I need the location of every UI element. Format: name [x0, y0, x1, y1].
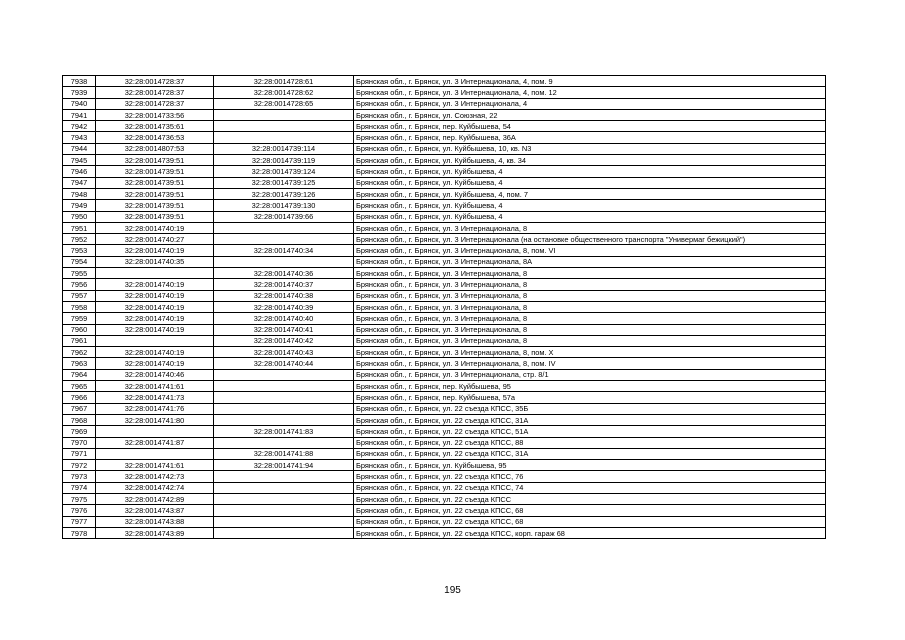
table-row: [63, 369, 826, 380]
row-number-cell: 7964: [63, 369, 96, 380]
table-row: [63, 482, 826, 493]
cadastral-number-cell: 32:28:0014740:19: [96, 245, 214, 256]
address-cell: Брянская обл., г. Брянск, ул. Куйбышева, 4: [354, 166, 826, 177]
object-number-cell: 32:28:0014740:36: [214, 268, 354, 279]
row-number-cell: 7941: [63, 109, 96, 120]
object-number-cell: [214, 256, 354, 267]
address-cell: Брянская обл., г. Брянск, ул. 22 съезда КПСС, 88: [354, 437, 826, 448]
cadastral-number-cell: 32:28:0014742:73: [96, 471, 214, 482]
table-row: [63, 234, 826, 245]
address-cell: Брянская обл., г. Брянск, ул. 3 Интернационала, 8: [354, 313, 826, 324]
cadastral-number-cell: 32:28:0014740:19: [96, 290, 214, 301]
row-number-cell: 7942: [63, 121, 96, 132]
row-number-cell: 7960: [63, 324, 96, 335]
address-cell: Брянская обл., г. Брянск, ул. Куйбышева, 4: [354, 177, 826, 188]
object-number-cell: 32:28:0014740:41: [214, 324, 354, 335]
table-row: [63, 132, 826, 143]
table-row: [63, 437, 826, 448]
object-number-cell: [214, 482, 354, 493]
object-number-cell: 32:28:0014740:42: [214, 335, 354, 346]
address-cell: Брянская обл., г. Брянск, ул. 3 Интернационала, 4, пом. 9: [354, 76, 826, 87]
table-row: [63, 414, 826, 425]
table-row: [63, 268, 826, 279]
object-number-cell: [214, 505, 354, 516]
object-number-cell: [214, 471, 354, 482]
address-cell: Брянская обл., г. Брянск, ул. 3 Интернационала, 8: [354, 324, 826, 335]
table-row: [63, 211, 826, 222]
table-row: [63, 505, 826, 516]
cadastral-number-cell: [96, 268, 214, 279]
table-row: [63, 121, 826, 132]
object-number-cell: [214, 437, 354, 448]
row-number-cell: 7967: [63, 403, 96, 414]
object-number-cell: [214, 381, 354, 392]
row-number-cell: 7939: [63, 87, 96, 98]
cadastral-number-cell: 32:28:0014741:80: [96, 414, 214, 425]
address-cell: Брянская обл., г. Брянск, ул. 22 съезда КПСС: [354, 493, 826, 504]
table-row: [63, 358, 826, 369]
row-number-cell: 7957: [63, 290, 96, 301]
address-cell: Брянская обл., г. Брянск, ул. 3 Интернационала, 8: [354, 279, 826, 290]
address-cell: Брянская обл., г. Брянск, ул. 3 Интернационала, 8: [354, 290, 826, 301]
cadastral-number-cell: 32:28:0014735:61: [96, 121, 214, 132]
cadastral-number-cell: 32:28:0014740:19: [96, 358, 214, 369]
address-cell: Брянская обл., г. Брянск, пер. Куйбышева, 36А: [354, 132, 826, 143]
row-number-cell: 7949: [63, 200, 96, 211]
row-number-cell: 7966: [63, 392, 96, 403]
row-number-cell: 7977: [63, 516, 96, 527]
table-row: [63, 109, 826, 120]
address-cell: Брянская обл., г. Брянск, ул. 3 Интернационала, 4, пом. 12: [354, 87, 826, 98]
address-cell: Брянская обл., г. Брянск, ул. Союзная, 22: [354, 109, 826, 120]
row-number-cell: 7955: [63, 268, 96, 279]
cadastral-number-cell: 32:28:0014739:51: [96, 177, 214, 188]
table-row: [63, 460, 826, 471]
object-number-cell: 32:28:0014741:94: [214, 460, 354, 471]
object-number-cell: [214, 121, 354, 132]
cadastral-number-cell: 32:28:0014742:74: [96, 482, 214, 493]
address-cell: Брянская обл., г. Брянск, пер. Куйбышева, 54: [354, 121, 826, 132]
address-cell: Брянская обл., г. Брянск, ул. 3 Интернационала, 8: [354, 268, 826, 279]
table-row: [63, 324, 826, 335]
address-cell: Брянская обл., г. Брянск, ул. 22 съезда КПСС, 76: [354, 471, 826, 482]
row-number-cell: 7954: [63, 256, 96, 267]
cadastral-number-cell: 32:28:0014739:51: [96, 211, 214, 222]
cadastral-number-cell: 32:28:0014740:19: [96, 301, 214, 312]
cadastral-number-cell: 32:28:0014733:56: [96, 109, 214, 120]
table-row: [63, 516, 826, 527]
cadastral-number-cell: 32:28:0014740:27: [96, 234, 214, 245]
object-number-cell: [214, 403, 354, 414]
address-cell: Брянская обл., г. Брянск, ул. Куйбышева, 4: [354, 211, 826, 222]
table-row: [63, 98, 826, 109]
table-row: [63, 155, 826, 166]
table-row: [63, 313, 826, 324]
cadastral-number-cell: 32:28:0014740:46: [96, 369, 214, 380]
table-row: [63, 290, 826, 301]
table-row: [63, 76, 826, 87]
table-row: [63, 222, 826, 233]
cadastral-number-cell: 32:28:0014743:89: [96, 527, 214, 538]
table-row: [63, 279, 826, 290]
cadastral-number-cell: 32:28:0014741:76: [96, 403, 214, 414]
cadastral-number-cell: 32:28:0014743:88: [96, 516, 214, 527]
row-number-cell: 7943: [63, 132, 96, 143]
registry-table-body: [63, 76, 826, 539]
address-cell: Брянская обл., г. Брянск, ул. 22 съезда КПСС, 31А: [354, 448, 826, 459]
row-number-cell: 7946: [63, 166, 96, 177]
row-number-cell: 7956: [63, 279, 96, 290]
object-number-cell: [214, 527, 354, 538]
row-number-cell: 7958: [63, 301, 96, 312]
cadastral-number-cell: 32:28:0014741:61: [96, 381, 214, 392]
address-cell: Брянская обл., г. Брянск, ул. Куйбышева, 10, кв. N3: [354, 143, 826, 154]
table-row: [63, 493, 826, 504]
object-number-cell: 32:28:0014739:119: [214, 155, 354, 166]
cadastral-number-cell: 32:28:0014736:53: [96, 132, 214, 143]
table-row: [63, 177, 826, 188]
table-row: [63, 426, 826, 437]
table-row: [63, 166, 826, 177]
object-number-cell: 32:28:0014741:83: [214, 426, 354, 437]
table-row: [63, 87, 826, 98]
object-number-cell: 32:28:0014740:43: [214, 347, 354, 358]
cadastral-number-cell: 32:28:0014807:53: [96, 143, 214, 154]
address-cell: Брянская обл., г. Брянск, ул. Куйбышева, 4, пом. 7: [354, 188, 826, 199]
row-number-cell: 7965: [63, 381, 96, 392]
cadastral-number-cell: 32:28:0014740:19: [96, 279, 214, 290]
address-cell: Брянская обл., г. Брянск, ул. 22 съезда КПСС, 31А: [354, 414, 826, 425]
page-number: 195: [444, 585, 461, 596]
row-number-cell: 7970: [63, 437, 96, 448]
cadastral-number-cell: 32:28:0014741:87: [96, 437, 214, 448]
cadastral-number-cell: 32:28:0014740:19: [96, 324, 214, 335]
object-number-cell: 32:28:0014728:65: [214, 98, 354, 109]
address-cell: Брянская обл., г. Брянск, ул. 22 съезда КПСС, 51А: [354, 426, 826, 437]
address-cell: Брянская обл., г. Брянск, ул. 3 Интернационала, 8: [354, 222, 826, 233]
object-number-cell: [214, 414, 354, 425]
address-cell: Брянская обл., г. Брянск, ул. 22 съезда КПСС, 35Б: [354, 403, 826, 414]
row-number-cell: 7959: [63, 313, 96, 324]
row-number-cell: 7972: [63, 460, 96, 471]
address-cell: Брянская обл., г. Брянск, ул. 3 Интернационала, 8: [354, 335, 826, 346]
row-number-cell: 7948: [63, 188, 96, 199]
object-number-cell: 32:28:0014739:126: [214, 188, 354, 199]
address-cell: Брянская обл., г. Брянск, ул. 3 Интернационала, 8: [354, 301, 826, 312]
cadastral-number-cell: [96, 426, 214, 437]
object-number-cell: [214, 369, 354, 380]
row-number-cell: 7938: [63, 76, 96, 87]
object-number-cell: 32:28:0014740:34: [214, 245, 354, 256]
row-number-cell: 7976: [63, 505, 96, 516]
object-number-cell: 32:28:0014740:38: [214, 290, 354, 301]
address-cell: Брянская обл., г. Брянск, ул. 3 Интернационала, 8, пом. X: [354, 347, 826, 358]
cadastral-number-cell: 32:28:0014728:37: [96, 76, 214, 87]
cadastral-number-cell: [96, 335, 214, 346]
object-number-cell: 32:28:0014739:66: [214, 211, 354, 222]
cadastral-number-cell: 32:28:0014728:37: [96, 87, 214, 98]
address-cell: Брянская обл., г. Брянск, ул. 3 Интернационала, стр. 8/1: [354, 369, 826, 380]
table-row: [63, 392, 826, 403]
cadastral-number-cell: 32:28:0014742:89: [96, 493, 214, 504]
object-number-cell: [214, 222, 354, 233]
table-row: [63, 448, 826, 459]
row-number-cell: 7971: [63, 448, 96, 459]
row-number-cell: 7951: [63, 222, 96, 233]
cadastral-number-cell: 32:28:0014739:51: [96, 188, 214, 199]
table-row: [63, 143, 826, 154]
address-cell: Брянская обл., г. Брянск, ул. 3 Интернационала, 8, пом. VI: [354, 245, 826, 256]
cadastral-number-cell: 32:28:0014743:87: [96, 505, 214, 516]
object-number-cell: 32:28:0014740:39: [214, 301, 354, 312]
object-number-cell: [214, 392, 354, 403]
row-number-cell: 7947: [63, 177, 96, 188]
address-cell: Брянская обл., г. Брянск, пер. Куйбышева, 57а: [354, 392, 826, 403]
row-number-cell: 7944: [63, 143, 96, 154]
address-cell: Брянская обл., г. Брянск, ул. 3 Интернационала, 4: [354, 98, 826, 109]
address-cell: Брянская обл., г. Брянск, ул. Куйбышева, 4, кв. 34: [354, 155, 826, 166]
row-number-cell: 7963: [63, 358, 96, 369]
cadastral-number-cell: 32:28:0014740:19: [96, 222, 214, 233]
row-number-cell: 7973: [63, 471, 96, 482]
object-number-cell: 32:28:0014740:44: [214, 358, 354, 369]
cadastral-number-cell: 32:28:0014739:51: [96, 155, 214, 166]
object-number-cell: 32:28:0014740:40: [214, 313, 354, 324]
row-number-cell: 7974: [63, 482, 96, 493]
table-row: [63, 403, 826, 414]
cadastral-number-cell: 32:28:0014741:61: [96, 460, 214, 471]
object-number-cell: [214, 109, 354, 120]
registry-table: [62, 75, 826, 539]
address-cell: Брянская обл., г. Брянск, ул. Куйбышева, 95: [354, 460, 826, 471]
object-number-cell: [214, 516, 354, 527]
table-row: [63, 347, 826, 358]
cadastral-number-cell: 32:28:0014740:19: [96, 347, 214, 358]
row-number-cell: 7953: [63, 245, 96, 256]
cadastral-number-cell: 32:28:0014739:51: [96, 166, 214, 177]
row-number-cell: 7968: [63, 414, 96, 425]
table-row: [63, 256, 826, 267]
object-number-cell: 32:28:0014740:37: [214, 279, 354, 290]
object-number-cell: 32:28:0014739:130: [214, 200, 354, 211]
row-number-cell: 7969: [63, 426, 96, 437]
object-number-cell: [214, 234, 354, 245]
row-number-cell: 7950: [63, 211, 96, 222]
row-number-cell: 7940: [63, 98, 96, 109]
address-cell: Брянская обл., г. Брянск, пер. Куйбышева, 95: [354, 381, 826, 392]
address-cell: Брянская обл., г. Брянск, ул. 22 съезда КПСС, корп. гараж 68: [354, 527, 826, 538]
address-cell: Брянская обл., г. Брянск, ул. 22 съезда КПСС, 68: [354, 505, 826, 516]
object-number-cell: [214, 493, 354, 504]
cadastral-number-cell: 32:28:0014728:37: [96, 98, 214, 109]
object-number-cell: 32:28:0014739:124: [214, 166, 354, 177]
object-number-cell: 32:28:0014739:114: [214, 143, 354, 154]
address-cell: Брянская обл., г. Брянск, ул. 22 съезда КПСС, 68: [354, 516, 826, 527]
table-row: [63, 188, 826, 199]
row-number-cell: 7978: [63, 527, 96, 538]
address-cell: Брянская обл., г. Брянск, ул. 3 Интернационала, 8А: [354, 256, 826, 267]
object-number-cell: 32:28:0014741:88: [214, 448, 354, 459]
cadastral-number-cell: 32:28:0014740:35: [96, 256, 214, 267]
table-row: [63, 200, 826, 211]
address-cell: Брянская обл., г. Брянск, ул. 3 Интернационала (на остановке общественного транспорта "Универмаг бежицкий"): [354, 234, 826, 245]
row-number-cell: 7975: [63, 493, 96, 504]
row-number-cell: 7952: [63, 234, 96, 245]
cadastral-number-cell: [96, 448, 214, 459]
address-cell: Брянская обл., г. Брянск, ул. Куйбышева, 4: [354, 200, 826, 211]
cadastral-number-cell: 32:28:0014739:51: [96, 200, 214, 211]
object-number-cell: 32:28:0014728:62: [214, 87, 354, 98]
object-number-cell: 32:28:0014739:125: [214, 177, 354, 188]
cadastral-number-cell: 32:28:0014741:73: [96, 392, 214, 403]
table-row: [63, 301, 826, 312]
row-number-cell: 7961: [63, 335, 96, 346]
object-number-cell: 32:28:0014728:61: [214, 76, 354, 87]
row-number-cell: 7962: [63, 347, 96, 358]
address-cell: Брянская обл., г. Брянск, ул. 3 Интернационала, 8, пом. IV: [354, 358, 826, 369]
object-number-cell: [214, 132, 354, 143]
table-row: [63, 335, 826, 346]
table-row: [63, 471, 826, 482]
cadastral-number-cell: 32:28:0014740:19: [96, 313, 214, 324]
address-cell: Брянская обл., г. Брянск, ул. 22 съезда КПСС, 74: [354, 482, 826, 493]
table-row: [63, 527, 826, 538]
table-row: [63, 381, 826, 392]
table-row: [63, 245, 826, 256]
row-number-cell: 7945: [63, 155, 96, 166]
